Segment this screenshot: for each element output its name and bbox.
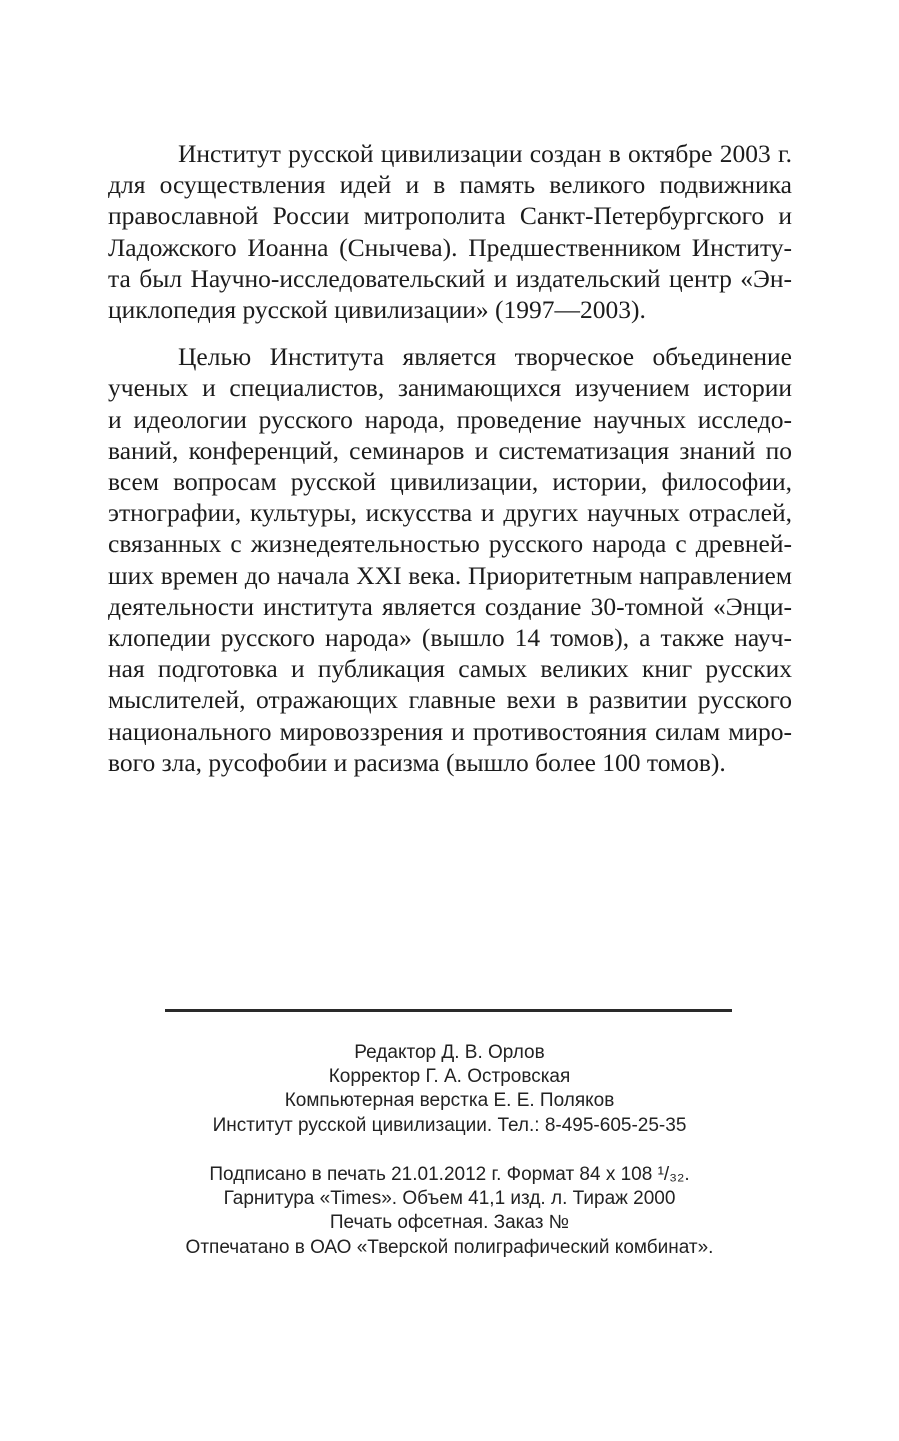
text-line: национального мировоззрения и противостояния силам миро- bbox=[108, 716, 792, 746]
text-line: православной России митрополита Санкт-Петербургского и bbox=[108, 201, 792, 231]
text-line: та был Научно-исследовательский и издательский центр «Эн- bbox=[108, 263, 792, 293]
publisher-contact: Институт русской цивилизации. Тел.: 8-495-605-25-35 bbox=[212, 1114, 687, 1136]
typeface-volume-run: Гарнитура «Times». Объем 41,1 изд. л. Тираж 2000 bbox=[223, 1188, 676, 1210]
text-line: деятельности института является создание 30-томной «Энци- bbox=[108, 591, 792, 621]
print-details bbox=[0, 1163, 899, 1260]
text-line: и идеологии русского народа, проведение научных исследо- bbox=[108, 404, 792, 434]
text-line: Ладожского Иоанна (Снычева). Предшественником Институ- bbox=[108, 232, 792, 262]
proofreader-credit: Корректор Г. А. Островская bbox=[328, 1066, 571, 1088]
text-line: Институт русской цивилизации создан в октябре 2003 г. bbox=[178, 139, 792, 168]
text-line: ученых и специалистов, занимающихся изучением истории bbox=[108, 373, 792, 403]
imprint-credits bbox=[0, 1041, 899, 1138]
text-line: клопедии русского народа» (вышло 14 томов), а также науч- bbox=[108, 623, 792, 653]
text-line: этнографии, культуры, искусства и других научных отраслей, bbox=[108, 498, 792, 528]
paragraph-institute-goals bbox=[108, 341, 792, 778]
text-line: мыслителей, отражающих главные вехи в развитии русского bbox=[108, 685, 792, 715]
text-line: Целью Института является творческое объединение bbox=[178, 342, 792, 372]
about-institute-text bbox=[108, 138, 792, 778]
print-method-order: Печать офсетная. Заказ № bbox=[329, 1212, 570, 1234]
layout-credit: Компьютерная верстка Е. Е. Поляков bbox=[284, 1090, 615, 1112]
text-line: ших времен до начала XXI века. Приоритетным направлением bbox=[108, 560, 792, 590]
printing-house: Отпечатано в ОАО «Тверской полиграфический комбинат». bbox=[185, 1236, 714, 1258]
print-date-format: Подписано в печать 21.01.2012 г. Формат 84 х 108 ¹/₃₂. bbox=[209, 1164, 690, 1185]
text-line: для осуществления идей и в память великого подвижника bbox=[108, 170, 792, 200]
editor-credit: Редактор Д. В. Орлов bbox=[354, 1042, 545, 1063]
horizontal-divider bbox=[165, 1009, 732, 1012]
text-line: ная подготовка и публикация самых великих книг русских bbox=[108, 654, 792, 684]
text-line: вого зла, русофобии и расизма (вышло более 100 томов). bbox=[108, 747, 726, 777]
text-line: ваний, конференций, семинаров и систематизация знаний по bbox=[108, 435, 792, 465]
text-line: циклопедия русской цивилизации» (1997—2003). bbox=[108, 295, 646, 325]
paragraph-institute-history bbox=[108, 138, 792, 325]
text-line: всем вопросам русской цивилизации, истории, философии, bbox=[108, 467, 792, 497]
text-line: связанных с жизнедеятельностью русского народа с древней- bbox=[108, 529, 792, 559]
